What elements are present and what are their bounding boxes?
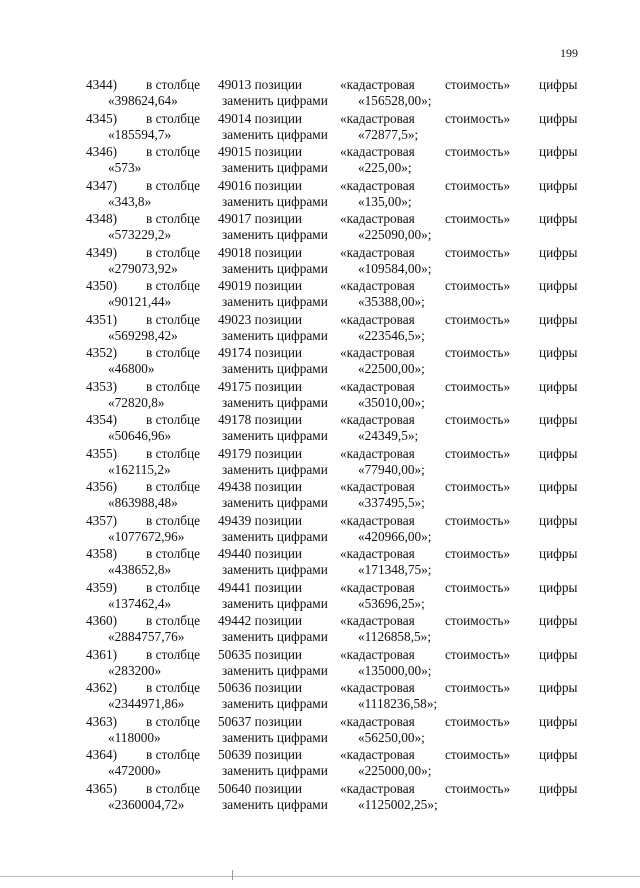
amendment-line-1	[82, 714, 582, 731]
amendment-item	[82, 412, 582, 446]
column-name-part2: стоимость»	[445, 345, 511, 360]
column-phrase: в столбце	[146, 77, 201, 92]
amendment-line-2	[108, 160, 528, 177]
position-number: 49023 позиции	[218, 311, 303, 327]
old-value: «472000»	[108, 763, 162, 778]
amendment-line-2	[108, 227, 528, 244]
item-number: 4360)	[86, 613, 118, 628]
amendment-line-1	[82, 111, 582, 128]
column-name-part1: «кадастровая	[340, 211, 415, 226]
position-number: 49174 позиции	[218, 345, 303, 360]
column-name-part2: стоимость»	[445, 713, 511, 729]
column-phrase: в столбце	[146, 747, 201, 762]
amendment-item	[82, 446, 582, 480]
column-name-part1: «кадастровая	[340, 713, 415, 729]
item-number: 4352)	[86, 345, 118, 360]
item-number: 4365)	[86, 780, 118, 796]
amendment-line-1	[82, 211, 582, 228]
amendment-line-2	[108, 797, 528, 814]
old-value: «1077672,96»	[108, 528, 185, 544]
amendment-item	[82, 211, 582, 245]
column-phrase: в столбце	[146, 110, 201, 126]
replace-phrase: заменить цифрами	[222, 227, 328, 242]
old-value: «573»	[108, 160, 142, 175]
amendment-line-2	[108, 696, 528, 713]
digits-word: цифры	[539, 110, 578, 126]
amendment-line-1	[82, 278, 582, 295]
amendment-item	[82, 345, 582, 379]
amendment-line-1	[82, 144, 582, 161]
item-number: 4354)	[86, 412, 118, 427]
replace-phrase: заменить цифрами	[222, 629, 328, 644]
column-name-part2: стоимость»	[445, 311, 511, 327]
item-number: 4349)	[86, 244, 118, 260]
digits-word: цифры	[539, 144, 578, 159]
amendment-item	[82, 680, 582, 714]
column-phrase: в столбце	[146, 546, 201, 561]
column-name-part1: «кадастровая	[340, 546, 415, 561]
digits-word: цифры	[539, 479, 578, 494]
amendment-item	[82, 546, 582, 580]
digits-word: цифры	[539, 546, 578, 561]
footer-scan-mark	[232, 870, 233, 880]
amendment-line-1	[82, 479, 582, 496]
column-name-part2: стоимость»	[445, 646, 511, 662]
amendment-line-2	[108, 629, 528, 646]
old-value: «2360004,72»	[108, 796, 185, 812]
position-number: 49440 позиции	[218, 546, 303, 561]
column-phrase: в столбце	[146, 144, 201, 159]
amendment-line-2	[108, 127, 528, 144]
new-value: «1126858,5»;	[358, 629, 432, 644]
replace-phrase: заменить цифрами	[222, 93, 328, 108]
replace-phrase: заменить цифрами	[222, 796, 328, 812]
replace-phrase: заменить цифрами	[222, 528, 328, 544]
old-value: «162115,2»	[108, 461, 171, 477]
column-name-part2: стоимость»	[445, 613, 511, 628]
column-phrase: в столбце	[146, 613, 201, 628]
new-value: «24349,5»;	[358, 428, 419, 443]
digits-word: цифры	[539, 211, 578, 226]
old-value: «573229,2»	[108, 227, 172, 242]
column-name-part2: стоимость»	[445, 546, 511, 561]
column-name-part1: «кадастровая	[340, 110, 415, 126]
column-phrase: в столбце	[146, 177, 201, 193]
replace-phrase: заменить цифрами	[222, 461, 328, 477]
column-name-part1: «кадастровая	[340, 747, 415, 762]
position-number: 49014 позиции	[218, 110, 303, 126]
column-name-part2: стоимость»	[445, 144, 511, 159]
amendment-line-1	[82, 245, 582, 262]
new-value: «1125002,25»;	[358, 796, 438, 812]
new-value: «72877,5»;	[358, 126, 419, 142]
digits-word: цифры	[539, 445, 578, 461]
replace-phrase: заменить цифрами	[222, 361, 328, 376]
digits-word: цифры	[539, 646, 578, 662]
digits-word: цифры	[539, 713, 578, 729]
position-number: 49439 позиции	[218, 512, 303, 528]
column-phrase: в столбце	[146, 780, 201, 796]
amendment-list	[82, 77, 582, 814]
amendment-line-1	[82, 77, 582, 94]
new-value: «225090,00»;	[358, 227, 432, 242]
digits-word: цифры	[539, 244, 578, 260]
column-name-part2: стоимость»	[445, 110, 511, 126]
column-name-part1: «кадастровая	[340, 445, 415, 461]
column-name-part2: стоимость»	[445, 211, 511, 226]
column-phrase: в столбце	[146, 278, 201, 293]
position-number: 49179 позиции	[218, 445, 303, 461]
column-name-part1: «кадастровая	[340, 512, 415, 528]
amendment-line-2	[108, 596, 528, 613]
amendment-line-2	[108, 395, 528, 412]
position-number: 49442 позиции	[218, 613, 303, 628]
column-name-part2: стоимость»	[445, 579, 511, 595]
column-name-part1: «кадастровая	[340, 646, 415, 662]
item-number: 4364)	[86, 747, 118, 762]
digits-word: цифры	[539, 680, 578, 695]
item-number: 4356)	[86, 479, 118, 494]
amendment-line-1	[82, 312, 582, 329]
item-number: 4363)	[86, 713, 118, 729]
old-value: «118000»	[108, 729, 161, 745]
replace-phrase: заменить цифрами	[222, 696, 328, 711]
amendment-line-2	[108, 428, 528, 445]
position-number: 49441 позиции	[218, 579, 303, 595]
digits-word: цифры	[539, 512, 578, 528]
new-value: «156528,00»;	[358, 93, 432, 108]
new-value: «135000,00»;	[358, 662, 432, 678]
digits-word: цифры	[539, 177, 578, 193]
amendment-item	[82, 781, 582, 815]
new-value: «337495,5»;	[358, 495, 425, 510]
amendment-item	[82, 513, 582, 547]
replace-phrase: заменить цифрами	[222, 260, 328, 276]
position-number: 50639 позиции	[218, 747, 303, 762]
column-name-part2: стоимость»	[445, 77, 511, 92]
replace-phrase: заменить цифрами	[222, 294, 328, 309]
amendment-item	[82, 245, 582, 279]
digits-word: цифры	[539, 345, 578, 360]
column-phrase: в столбце	[146, 211, 201, 226]
amendment-line-1	[82, 513, 582, 530]
item-number: 4350)	[86, 278, 118, 293]
item-number: 4348)	[86, 211, 118, 226]
column-phrase: в столбце	[146, 646, 201, 662]
new-value: «225000,00»;	[358, 763, 432, 778]
item-number: 4361)	[86, 646, 118, 662]
amendment-line-1	[82, 178, 582, 195]
column-name-part1: «кадастровая	[340, 77, 415, 92]
column-phrase: в столбце	[146, 445, 201, 461]
old-value: «863988,48»	[108, 495, 178, 510]
amendment-item	[82, 111, 582, 145]
column-name-part1: «кадастровая	[340, 412, 415, 427]
new-value: «35388,00»;	[358, 294, 425, 309]
column-name-part1: «кадастровая	[340, 378, 415, 394]
item-number: 4359)	[86, 579, 118, 595]
amendment-item	[82, 312, 582, 346]
position-number: 49175 позиции	[218, 378, 303, 394]
amendment-line-2	[108, 462, 528, 479]
column-name-part1: «кадастровая	[340, 144, 415, 159]
replace-phrase: заменить цифрами	[222, 193, 328, 209]
item-number: 4345)	[86, 110, 118, 126]
old-value: «72820,8»	[108, 394, 165, 410]
column-name-part2: стоимость»	[445, 680, 511, 695]
amendment-item	[82, 379, 582, 413]
amendment-item	[82, 77, 582, 111]
new-value: «225,00»;	[358, 160, 412, 175]
amendment-item	[82, 178, 582, 212]
column-phrase: в столбце	[146, 479, 201, 494]
item-number: 4362)	[86, 680, 118, 695]
replace-phrase: заменить цифрами	[222, 327, 328, 343]
new-value: «56250,00»;	[358, 729, 425, 745]
replace-phrase: заменить цифрами	[222, 729, 328, 745]
amendment-item	[82, 747, 582, 781]
amendment-line-1	[82, 379, 582, 396]
column-name-part2: стоимость»	[445, 177, 511, 193]
replace-phrase: заменить цифрами	[222, 595, 328, 611]
amendment-item	[82, 479, 582, 513]
item-number: 4355)	[86, 445, 118, 461]
old-value: «137462,4»	[108, 595, 172, 611]
old-value: «185594,7»	[108, 126, 172, 142]
amendment-line-2	[108, 93, 528, 110]
position-number: 50635 позиции	[218, 646, 303, 662]
column-name-part1: «кадастровая	[340, 579, 415, 595]
column-phrase: в столбце	[146, 579, 201, 595]
old-value: «50646,96»	[108, 428, 172, 443]
column-name-part1: «кадастровая	[340, 244, 415, 260]
amendment-line-1	[82, 781, 582, 798]
column-phrase: в столбце	[146, 680, 201, 695]
old-value: «279073,92»	[108, 260, 178, 276]
amendment-item	[82, 647, 582, 681]
column-phrase: в столбце	[146, 244, 201, 260]
amendment-line-2	[108, 495, 528, 512]
amendment-line-2	[108, 294, 528, 311]
amendment-item	[82, 613, 582, 647]
amendment-line-2	[108, 361, 528, 378]
column-name-part1: «кадастровая	[340, 613, 415, 628]
amendment-line-1	[82, 613, 582, 630]
amendment-line-2	[108, 194, 528, 211]
item-number: 4357)	[86, 512, 118, 528]
position-number: 49017 позиции	[218, 211, 303, 226]
digits-word: цифры	[539, 780, 578, 796]
column-name-part2: стоимость»	[445, 378, 511, 394]
amendment-line-2	[108, 562, 528, 579]
amendment-item	[82, 714, 582, 748]
column-name-part2: стоимость»	[445, 780, 511, 796]
replace-phrase: заменить цифрами	[222, 428, 328, 443]
column-name-part1: «кадастровая	[340, 780, 415, 796]
position-number: 49438 позиции	[218, 479, 303, 494]
position-number: 50640 позиции	[218, 780, 303, 796]
old-value: «398624,64»	[108, 93, 178, 108]
old-value: «2884757,76»	[108, 629, 185, 644]
position-number: 49178 позиции	[218, 412, 303, 427]
column-phrase: в столбце	[146, 713, 201, 729]
amendment-line-1	[82, 580, 582, 597]
column-phrase: в столбце	[146, 311, 201, 327]
replace-phrase: заменить цифрами	[222, 662, 328, 678]
column-name-part1: «кадастровая	[340, 345, 415, 360]
digits-word: цифры	[539, 278, 578, 293]
amendment-line-2	[108, 730, 528, 747]
item-number: 4351)	[86, 311, 118, 327]
item-number: 4353)	[86, 378, 118, 394]
page-number: 199	[560, 46, 578, 60]
amendment-line-1	[82, 446, 582, 463]
column-name-part1: «кадастровая	[340, 680, 415, 695]
old-value: «46800»	[108, 361, 155, 376]
amendment-line-2	[108, 261, 528, 278]
column-name-part1: «кадастровая	[340, 177, 415, 193]
column-name-part1: «кадастровая	[340, 311, 415, 327]
position-number: 49018 позиции	[218, 244, 303, 260]
column-phrase: в столбце	[146, 345, 201, 360]
amendment-item	[82, 278, 582, 312]
new-value: «135,00»;	[358, 193, 412, 209]
column-name-part2: стоимость»	[445, 512, 511, 528]
position-number: 49016 позиции	[218, 177, 303, 193]
item-number: 4344)	[86, 77, 118, 92]
new-value: «22500,00»;	[358, 361, 425, 376]
old-value: «283200»	[108, 662, 162, 678]
new-value: «223546,5»;	[358, 327, 425, 343]
amendment-item	[82, 580, 582, 614]
column-phrase: в столбце	[146, 512, 201, 528]
item-number: 4358)	[86, 546, 118, 561]
replace-phrase: заменить цифрами	[222, 763, 328, 778]
column-name-part2: стоимость»	[445, 747, 511, 762]
new-value: «420966,00»;	[358, 528, 432, 544]
amendment-line-1	[82, 412, 582, 429]
replace-phrase: заменить цифрами	[222, 562, 328, 577]
position-number: 50637 позиции	[218, 713, 303, 729]
new-value: «77940,00»;	[358, 461, 425, 477]
digits-word: цифры	[539, 311, 578, 327]
replace-phrase: заменить цифрами	[222, 394, 328, 410]
new-value: «35010,00»;	[358, 394, 425, 410]
amendment-line-2	[108, 529, 528, 546]
new-value: «109584,00»;	[358, 260, 432, 276]
new-value: «1118236,58»;	[358, 696, 438, 711]
amendment-line-2	[108, 763, 528, 780]
column-name-part2: стоимость»	[445, 412, 511, 427]
amendment-line-1	[82, 546, 582, 563]
amendment-line-1	[82, 647, 582, 664]
digits-word: цифры	[539, 378, 578, 394]
digits-word: цифры	[539, 77, 578, 92]
digits-word: цифры	[539, 412, 578, 427]
position-number: 49019 позиции	[218, 278, 303, 293]
replace-phrase: заменить цифрами	[222, 160, 328, 175]
column-name-part1: «кадастровая	[340, 479, 415, 494]
amendment-line-1	[82, 345, 582, 362]
replace-phrase: заменить цифрами	[222, 495, 328, 510]
item-number: 4347)	[86, 177, 118, 193]
old-value: «90121,44»	[108, 294, 172, 309]
position-number: 49015 позиции	[218, 144, 303, 159]
amendment-line-2	[108, 328, 528, 345]
footer-scan-line	[0, 876, 640, 877]
column-name-part2: стоимость»	[445, 278, 511, 293]
replace-phrase: заменить цифрами	[222, 126, 328, 142]
old-value: «569298,42»	[108, 327, 178, 343]
column-name-part1: «кадастровая	[340, 278, 415, 293]
amendment-line-2	[108, 663, 528, 680]
amendment-item	[82, 144, 582, 178]
column-phrase: в столбце	[146, 378, 201, 394]
column-phrase: в столбце	[146, 412, 201, 427]
old-value: «438652,8»	[108, 562, 172, 577]
amendment-line-1	[82, 747, 582, 764]
column-name-part2: стоимость»	[445, 479, 511, 494]
item-number: 4346)	[86, 144, 118, 159]
column-name-part2: стоимость»	[445, 445, 511, 461]
amendment-line-1	[82, 680, 582, 697]
new-value: «171348,75»;	[358, 562, 432, 577]
position-number: 50636 позиции	[218, 680, 303, 695]
position-number: 49013 позиции	[218, 77, 303, 92]
digits-word: цифры	[539, 613, 578, 628]
old-value: «343,8»	[108, 193, 152, 209]
old-value: «2344971,86»	[108, 696, 185, 711]
new-value: «53696,25»;	[358, 595, 425, 611]
digits-word: цифры	[539, 747, 578, 762]
digits-word: цифры	[539, 579, 578, 595]
column-name-part2: стоимость»	[445, 244, 511, 260]
